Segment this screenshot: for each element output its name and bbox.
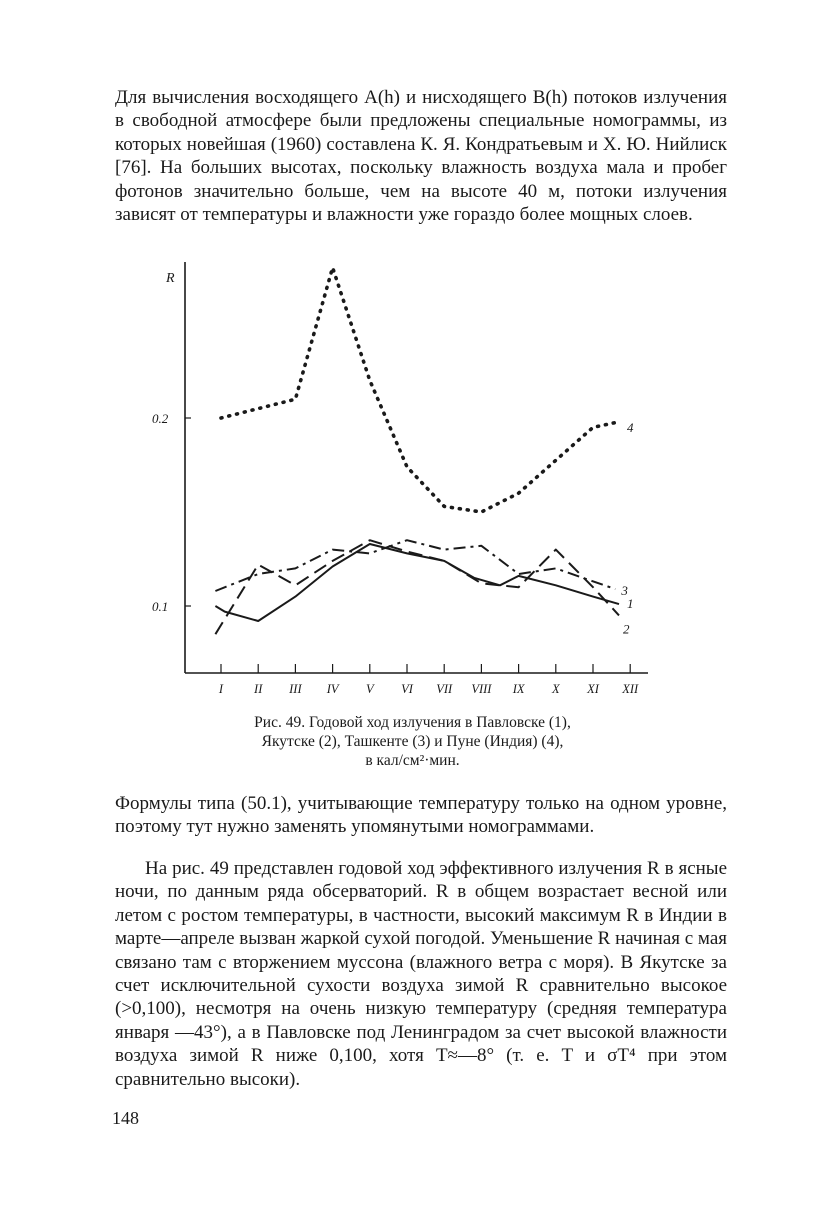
page-number: 148 [112, 1108, 139, 1128]
series-line-3 [215, 540, 615, 591]
caption-line-1: Рис. 49. Годовой ход излучения в Павловске (1), [254, 714, 571, 731]
series-label-3: 3 [621, 583, 628, 599]
x-tick-label: IV [326, 682, 339, 696]
x-tick-label: VI [401, 682, 413, 696]
y-axis-label: R [166, 271, 175, 286]
series-label-1: 1 [627, 596, 634, 612]
x-tick-label: XII [622, 682, 639, 696]
paragraph-formulas: Формулы типа (50.1), учитывающие температуру только на одном уровне, поэтому тут нужно заменять упомянутыми номограммами. [115, 793, 727, 838]
paragraph-discussion: На рис. 49 представлен годовой ход эффективного излучения R в ясные ночи, по данным ряда обсерваторий. R в общем возрастает весной или летом с ростом температуры, в частности, высокий максимум R в Индии в марте—апреле вызван жаркой сухой погодой. Уменьшение R начиная с мая связано там с вторжением муссона (влажного ветра с моря). В Якутске за счет исключительной сухости воздуха зимой R сравнительно высокое (>0,100), несмотря на очень низкую температуру (средняя температура января —43°), а в Павловске под Ленинградом за счет высокой влажности воздуха зимой R ниже 0,100, хотя T≈—8° (т. е. T и σT⁴ при этом сравнительно высоки). [115, 858, 727, 1090]
series-label-2: 2 [623, 621, 630, 637]
chart-axes [152, 262, 648, 696]
y-tick-label: 0.1 [152, 599, 169, 614]
x-tick-label: XI [587, 682, 599, 696]
x-tick-label: VIII [471, 682, 492, 696]
x-tick-label: I [218, 682, 224, 696]
x-tick-label: VII [436, 682, 453, 696]
series-line-4 [221, 268, 619, 512]
figure-caption [160, 713, 665, 770]
x-tick-label: II [254, 682, 263, 696]
x-tick-label: V [365, 682, 374, 696]
x-tick-label: III [289, 682, 302, 696]
caption-line-3: в кал/см²·мин. [365, 752, 460, 769]
x-tick-label: X [551, 682, 560, 696]
y-tick-label: 0.2 [152, 411, 169, 426]
chart-series [215, 268, 619, 635]
x-tick-label: IX [512, 682, 525, 696]
chart-labels [620, 420, 634, 637]
series-line-1 [215, 544, 619, 621]
series-line-2 [215, 540, 619, 634]
caption-line-2: Якутске (2), Ташкенте (3) и Пуне (Индия) (4), [261, 733, 564, 750]
series-label-4: 4 [627, 419, 634, 435]
paragraph-intro: Для вычисления восходящего A(h) и нисходящего B(h) потоков излучения в свободной атмосфере были предложены специальные номограммы, из которых новейшая (1960) составлена К. Я. Кондратьевым и Х. Ю. Нийлиск [76]. На больших высотах, поскольку влажность воздуха мала и пробег фотонов значительно больше, чем на высоте 40 м, потоки излучения зависят от температуры и влажности уже гораздо более мощных слоев. [115, 87, 727, 226]
